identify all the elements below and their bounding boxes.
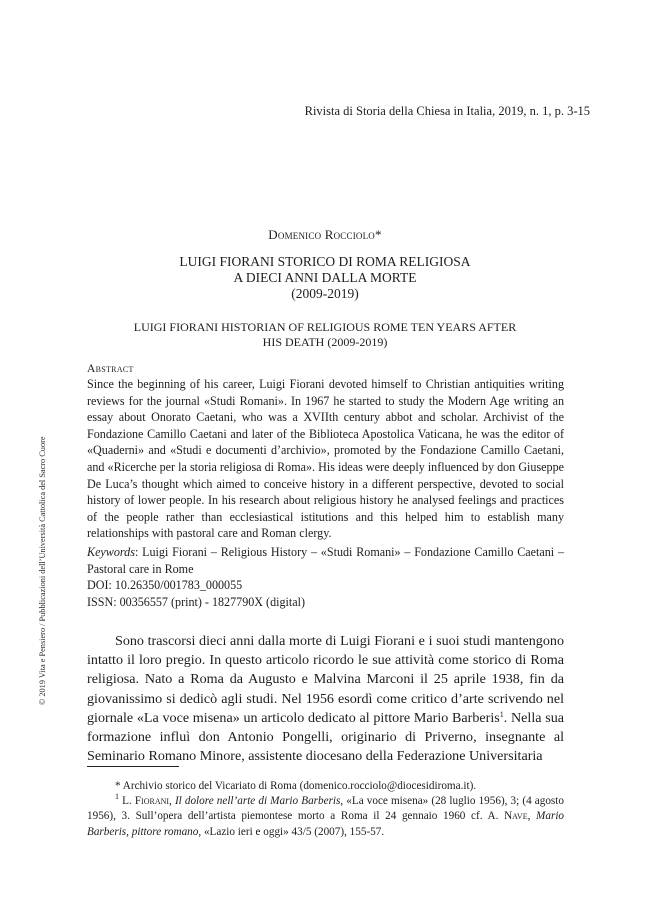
footnote-star: * Archivio storico del Vicariato di Roma (domenico.rocciolo@diocesidiroma.it).	[115, 780, 477, 792]
body-text-start: Sono trascorsi dieci anni dalla morte di Luigi Fiorani e i suoi studi mantengono intatto il loro pregio. In questo articolo ricordo le sue attività come storico di Roma religiosa. Nato a Roma da Augusto e Malvina Marconi il 25 aprile 1938, fin da giovanissimo si dedicò agli studi. Nel 1956 esordì come critico d’arte scrivendo nel giornale «La voce misena» un articolo dedicato al pittore Mario Barberis	[87, 633, 564, 726]
title-italian	[110, 254, 540, 302]
footnote-1	[87, 794, 564, 840]
title-english-line-2: HIS DEATH (2009-2019)	[262, 335, 388, 349]
author-name-text: Domenico Rocciolo	[268, 227, 375, 242]
keywords-label: Keywords	[87, 545, 135, 559]
issn: ISSN: 00356557 (print) - 1827790X (digital)	[87, 594, 306, 609]
author-footnote-mark: *	[375, 227, 382, 242]
author-name	[110, 227, 540, 243]
keywords	[87, 544, 564, 577]
footnote-1-author: L. Fiorani,	[119, 795, 175, 808]
footnote-ref-1: 1	[499, 709, 504, 719]
footnotes	[87, 779, 564, 840]
copyright-side-text: © 2019 Vita e Pensiero / Pubblicazioni dell’Università Cattolica del Sacro Cuore	[38, 436, 47, 705]
doi: DOI: 10.26350/001783_000055	[87, 578, 243, 593]
footnote-1-number: 1	[115, 792, 119, 802]
title-italian-line-3: (2009-2019)	[291, 286, 359, 301]
footnote-1-text-b: ,	[527, 810, 537, 823]
journal-reference: Rivista di Storia della Chiesa in Italia, 2019, n. 1, p. 3-15	[304, 104, 590, 118]
title-english	[90, 320, 560, 350]
footnote-1-title: Il dolore nell’arte di Mario Barberis	[174, 795, 341, 808]
title-english-line-1: LUIGI FIORANI HISTORIAN OF RELIGIOUS ROME TEN YEARS AFTER	[133, 320, 517, 334]
footnote-1-author-2: Nave	[504, 810, 528, 823]
footnote-1-text-a: , «La voce misena» (28 luglio 1956), 3; (4 agosto 1956), 3. Sull’opera dell’artista piemontese morto a Roma il 24 gennaio 1960 cf. A.	[87, 795, 564, 823]
body-text-end: . Nella sua formazione influì don Antonio Pongelli, originario di Priverno, insegnante al Seminario Romano Minore, assistente diocesano della Federazione Universitaria	[87, 709, 564, 765]
footnote-rule	[87, 766, 179, 767]
footnote-1-title-2: Mario Barberis, pittore romano	[87, 810, 565, 838]
abstract-text: Since the beginning of his career, Luigi Fiorani devoted himself to Christian antiquities writing reviews for the journal «Studi Romani». In 1967 he started to study the Modern Age writing an essay about Onorato Caetani, who was a XVIIth century abbot and scholar. Archivist of the Fondazione Camillo Caetani and later of the Biblioteca Apostolica Vaticana, he was the editor of «Quaderni» and «Studi e documenti d’archivio», promoted by the Fondazione Camillo Caetani, and «Ricerche per la storia religiosa di Roma». His ideas were deeply influenced by don Giuseppe De Luca’s thought which aimed to conceive history in a different perspective, devoted to social history of lower people. In his research about religious history he analysed feelings and practices of the people rather than ecclesiastical istitutions and this helped him to establish many relationships with pastoral care and Roman clergy.	[87, 377, 564, 541]
article-metadata	[87, 544, 564, 610]
title-italian-line-1: LUIGI FIORANI STORICO DI ROMA RELIGIOSA	[179, 254, 471, 269]
title-italian-line-2: A DIECI ANNI DALLA MORTE	[233, 270, 417, 285]
body-paragraph	[87, 632, 564, 766]
abstract-heading: Abstract	[87, 363, 134, 375]
keywords-list: : Luigi Fiorani – Religious History – «Studi Romani» – Fondazione Camillo Caetani – Pastoral care in Rome	[87, 545, 564, 576]
footnote-1-text-c: , «Lazio ieri e oggi» 43/5 (2007), 155-57.	[198, 825, 385, 838]
